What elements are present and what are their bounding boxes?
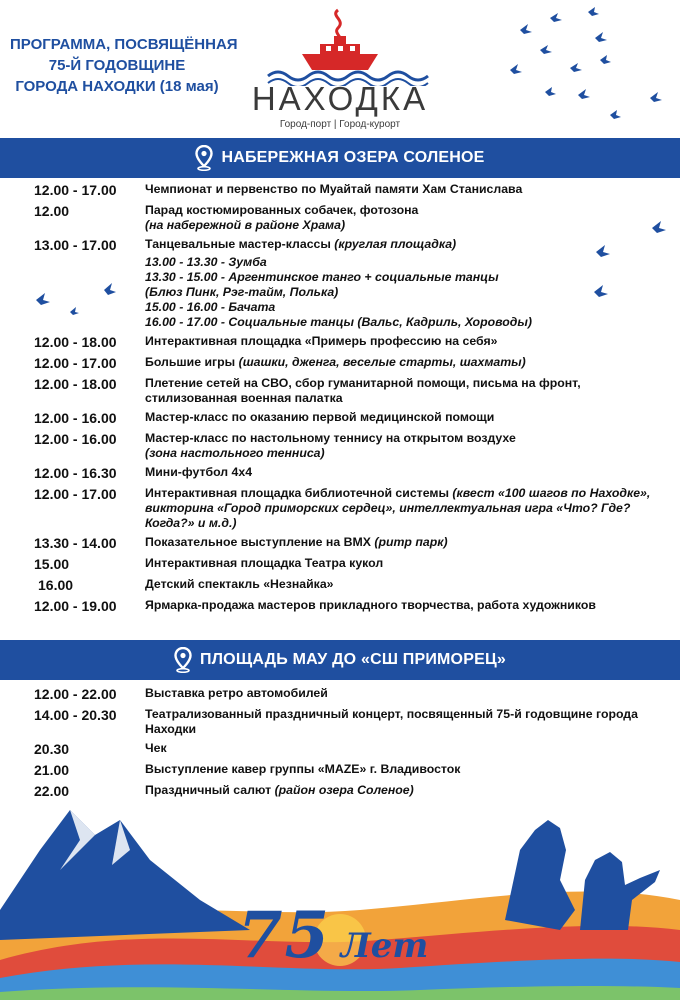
event-description: Показательное выступление на BMX (ритр парк) — [145, 535, 448, 549]
schedule-row — [0, 707, 680, 737]
poster-header — [0, 0, 680, 140]
event-time: 14.00 - 20.30 — [34, 707, 117, 723]
event-time: 12.00 - 17.00 — [34, 182, 117, 198]
dance-subitems — [145, 255, 668, 330]
event-time: 12.00 - 18.00 — [34, 376, 117, 392]
schedule-row — [0, 182, 680, 199]
section-title: ПЛОЩАДЬ МАУ ДО «СШ ПРИМОРЕЦ» — [200, 651, 506, 668]
section-header-primorets — [0, 640, 680, 680]
schedule-row — [0, 762, 680, 779]
event-time: 12.00 - 18.00 — [34, 334, 117, 350]
schedule-list — [0, 686, 680, 804]
schedule-row — [0, 598, 680, 615]
schedule-row — [0, 237, 680, 330]
subitem: 15.00 - 16.00 - Бачата — [145, 300, 276, 314]
anniversary-word: Лет — [340, 926, 429, 966]
event-time: 16.00 — [38, 577, 74, 593]
event-time: 12.00 - 16.00 — [34, 410, 117, 426]
event-note: (шашки, дженга, веселые старты, шахматы) — [238, 355, 526, 369]
location-pin-icon — [174, 647, 192, 673]
subitem: 13.00 - 13.30 - Зумба — [145, 255, 267, 269]
event-time: 20.30 — [34, 741, 70, 757]
event-note: (зона настольного тенниса) — [145, 446, 325, 460]
event-note: (круглая площадка) — [334, 237, 457, 251]
program-title — [10, 34, 238, 97]
logo-wordmark: НАХОДКА — [251, 80, 429, 117]
event-description: Интерактивная площадка «Примерь профессию на себя» — [145, 334, 498, 348]
program-title-line: ПРОГРАММА, ПОСВЯЩЁННАЯ — [10, 36, 238, 53]
event-time: 12.00 - 17.00 — [34, 355, 117, 371]
event-description: Танцевальные мастер-классы (круглая площадка) 13.00 - 13.30 - Зумба 13.30 - 15.00 - Аргентинское танго + социальные танцы (Блюз Пинк, Рэг-тайм, Полька) 15.00 - 16.00 - Бачата 16.00 - 17.00 - Социальные танцы (Вальс, Кадриль, Хороводы) — [145, 237, 680, 330]
event-note: (ритр парк) — [374, 535, 448, 549]
event-time: 15.00 — [34, 556, 70, 572]
city-logo — [250, 6, 430, 134]
event-description: Мастер-класс по настольному теннису на открытом воздухе (зона настольного тенниса) — [145, 431, 516, 460]
event-description: Праздничный салют (район озера Соленое) — [145, 783, 414, 797]
event-description: Парад костюмированных собачек, фотозона (на набережной в районе Храма) — [145, 203, 419, 232]
section-title: НАБЕРЕЖНАЯ ОЗЕРА СОЛЕНОЕ — [221, 149, 485, 166]
event-time: 12.00 - 19.00 — [34, 598, 117, 614]
schedule-row — [0, 355, 680, 372]
mountain-shape — [0, 810, 250, 940]
event-description: Мастер-класс по оказанию первой медицинской помощи — [145, 410, 495, 424]
event-description: Интерактивная площадка Театра кукол — [145, 556, 384, 570]
program-title-line: ГОРОДА НАХОДКИ (18 мая) — [15, 78, 219, 95]
schedule-row — [0, 577, 680, 594]
subitem: 13.30 - 15.00 - Аргентинское танго + социальные танцы — [145, 270, 499, 284]
event-description: Выставка ретро автомобилей — [145, 686, 328, 700]
event-time: 22.00 — [34, 783, 70, 799]
schedule-row — [0, 334, 680, 351]
schedule-row — [0, 376, 680, 406]
event-description: Плетение сетей на СВО, сбор гуманитарной помощи, письма на фронт, стилизованная военная палатка — [145, 376, 581, 405]
logo-subtitle: Город-порт | Город-курорт — [279, 119, 401, 130]
event-description: Интерактивная площадка библиотечной системы (квест «100 шагов по Находке», викторина «Город приморских сердец», интеллектуальная игра «Что? Где? Когда?» и м.д.) — [145, 486, 651, 530]
program-title-line: 75-Й ГОДОВЩИНЕ — [48, 57, 186, 74]
subitem: 16.00 - 17.00 - Социальные танцы (Вальс, Кадриль, Хороводы) — [145, 315, 532, 329]
event-description: Большие игры (шашки, дженга, веселые старты, шахматы) — [145, 355, 526, 369]
anniversary-number: 75 — [238, 898, 332, 973]
event-time: 12.00 - 16.00 — [34, 431, 117, 447]
event-description: Мини-футбол 4x4 — [145, 465, 253, 479]
schedule-row — [0, 431, 680, 461]
schedule-row — [0, 535, 680, 552]
event-description: Выступление кавер группы «MAZE» г. Владивосток — [145, 762, 461, 776]
event-time: 12.00 - 16.30 — [34, 465, 117, 481]
event-time: 13.00 - 17.00 — [34, 237, 117, 253]
birds-decoration-icon — [500, 0, 680, 140]
event-description: Театрализованный праздничный концерт, посвященный 75-й годовщине города Находки — [145, 707, 638, 736]
event-time: 21.00 — [34, 762, 70, 778]
ship-logo-icon — [250, 6, 430, 86]
schedule-row — [0, 556, 680, 573]
event-note: (квест «100 шагов по Находке», викторина «Город приморских сердец», интеллектуальная игра «Что? Где? Когда?» и м.д.) — [145, 486, 651, 530]
event-time: 13.30 - 14.00 — [34, 535, 117, 551]
schedule-row — [0, 486, 680, 531]
event-time: 12.00 - 17.00 — [34, 486, 117, 502]
event-description: Чемпионат и первенство по Муайтай памяти Хам Станислава — [145, 182, 523, 196]
schedule-row — [0, 465, 680, 482]
event-description: Детский спектакль «Незнайка» — [145, 577, 334, 591]
schedule-row — [0, 410, 680, 427]
event-description: Чек — [145, 741, 167, 755]
subitem: (Блюз Пинк, Рэг-тайм, Полька) — [145, 285, 339, 299]
event-time: 12.00 — [34, 203, 70, 219]
location-pin-icon — [195, 145, 213, 171]
schedule-row — [0, 741, 680, 758]
schedule-list — [0, 182, 680, 619]
event-description: Ярмарка-продажа мастеров прикладного творчества, работа художников — [145, 598, 596, 612]
section-header-embankment — [0, 138, 680, 178]
schedule-row — [0, 686, 680, 703]
event-note: (на набережной в районе Храма) — [145, 218, 346, 232]
schedule-row — [0, 203, 680, 233]
anniversary-mark — [238, 898, 428, 973]
event-note: (район озера Соленое) — [274, 783, 414, 797]
event-time: 12.00 - 22.00 — [34, 686, 117, 702]
